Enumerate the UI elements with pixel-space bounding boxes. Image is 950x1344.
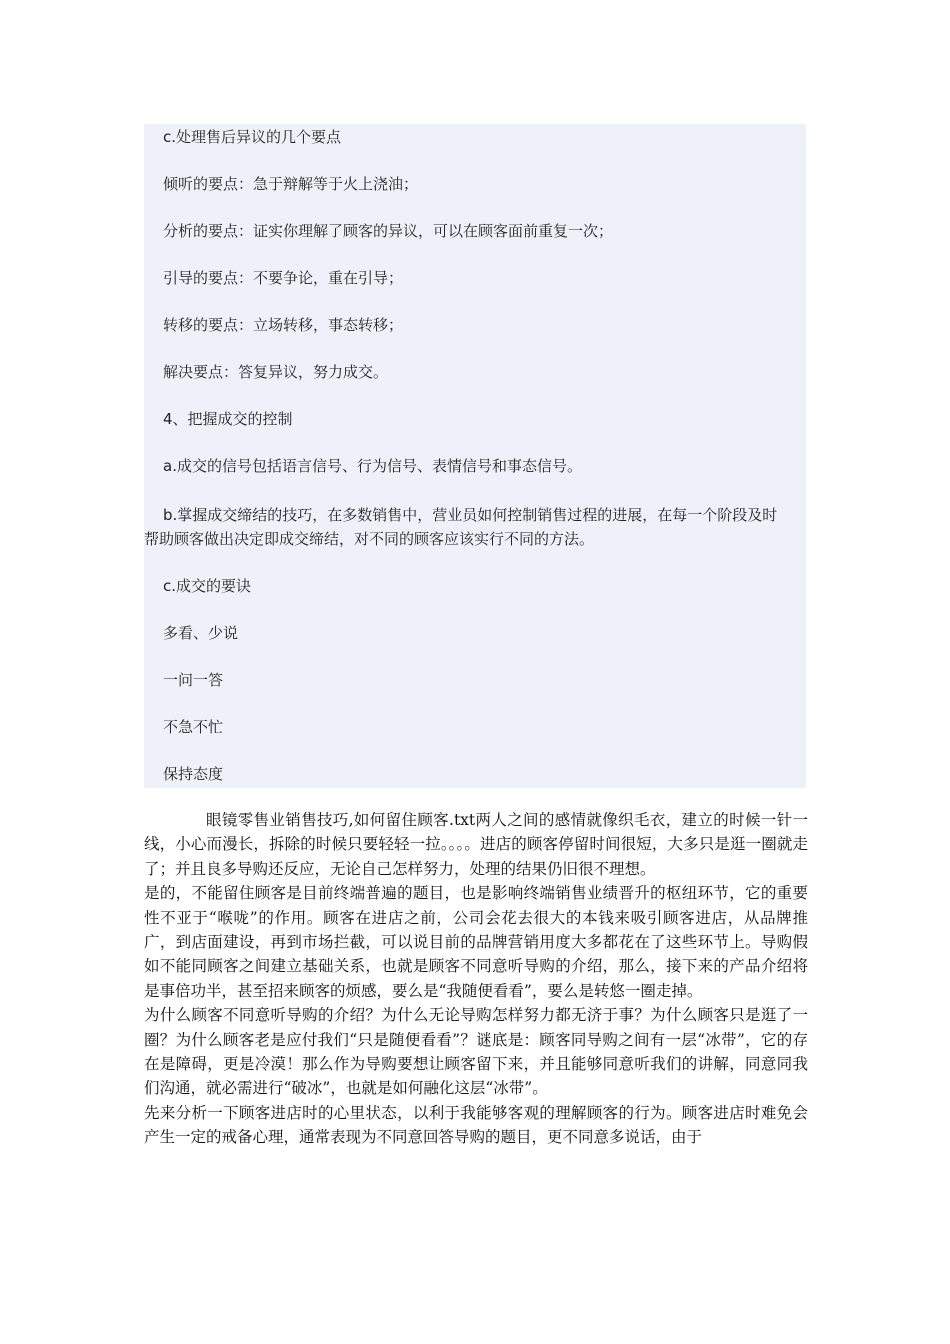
article-paragraph: 是的，不能留住顾客是目前终端普遍的题目，也是影响终端销售业绩晋升的枢纽环节，它的重要性不亚于“喉咙”的作用。顾客在进店之前，公司会花去很大的本钱来吸引顾客进店，从品牌推广，到店面建设，再到市场拦截，可以说目前的品牌营销用度大多都花在了这些环节上。导购假如不能同顾客之间建立基础关系，也就是顾客不同意听导购的介绍，那么，接下来的产品介绍将是事倍功半，甚至招来顾客的烦感，要么是“我随便看看”，要么是转悠一圈走掉。: [144, 884, 808, 1000]
heading-after-sales-objections: c.处理售后异议的几个要点: [163, 128, 342, 146]
article-paragraph: 为什么顾客不同意听导购的介绍？为什么无论导购怎样努力都无济于事？为什么顾客只是逛了一圈？为什么顾客老是应付我们“只是随便看看”？谜底是：顾客同导购之间有一层“冰带”，它的存在是障碍，更是冷漠！那么作为导购要想让顾客留下来，并且能够同意听我们的讲解，同意同我们沟通，就必需进行“破冰”，也就是如何融化这层“冰带”。: [144, 1006, 808, 1098]
heading-closing-tips: c.成交的要诀: [163, 577, 252, 595]
guidance-point: 引导的要点：不要争论，重在引导；: [163, 269, 404, 287]
transfer-point: 转移的要点：立场转移，事态转移；: [163, 316, 404, 334]
analysis-point: 分析的要点：证实你理解了顾客的异议，可以在顾客面前重复一次；: [163, 222, 614, 240]
listening-point: 倾听的要点：急于辩解等于火上浇油；: [163, 175, 419, 193]
tip-keep-attitude: 保持态度: [163, 765, 224, 783]
resolution-point: 解决要点：答复异议，努力成交。: [163, 363, 389, 381]
tip-no-rush: 不急不忙: [163, 718, 224, 736]
tip-look-more: 多看、少说: [163, 624, 239, 642]
closing-signals: a.成交的信号包括语言信号、行为信号、表情信号和事态信号。: [163, 457, 582, 475]
tip-question-answer: 一问一答: [163, 671, 224, 689]
article-paragraph: 先来分析一下顾客进店时的心里状态，以利于我能够客观的理解顾客的行为。顾客进店时难免会产生一定的戒备心理，通常表现为不同意回答导购的题目，更不同意多说话，由于: [144, 1103, 808, 1147]
article-paragraph: 眼镜零售业销售技巧,如何留住顾客.txt两人之间的感情就像织毛衣，建立的时候一针一线，小心而漫长，拆除的时候只要轻轻一拉。。。。进店的顾客停留时间很短，大多只是逛一圈就走了；并且良多导购还反应，无论自己怎样努力，处理的结果仍旧很不理想。: [144, 811, 808, 878]
article-body: [144, 808, 808, 1150]
shaded-text-block: [144, 124, 806, 788]
closing-techniques-paragraph: b.掌握成交缔结的技巧，在多数销售中，营业员如何控制销售过程的进展，在每一个阶段及时帮助顾客做出决定即成交缔结，对不同的顾客应该实行不同的方法。: [144, 506, 778, 548]
heading-closing-control: 4、把握成交的控制: [163, 410, 293, 428]
